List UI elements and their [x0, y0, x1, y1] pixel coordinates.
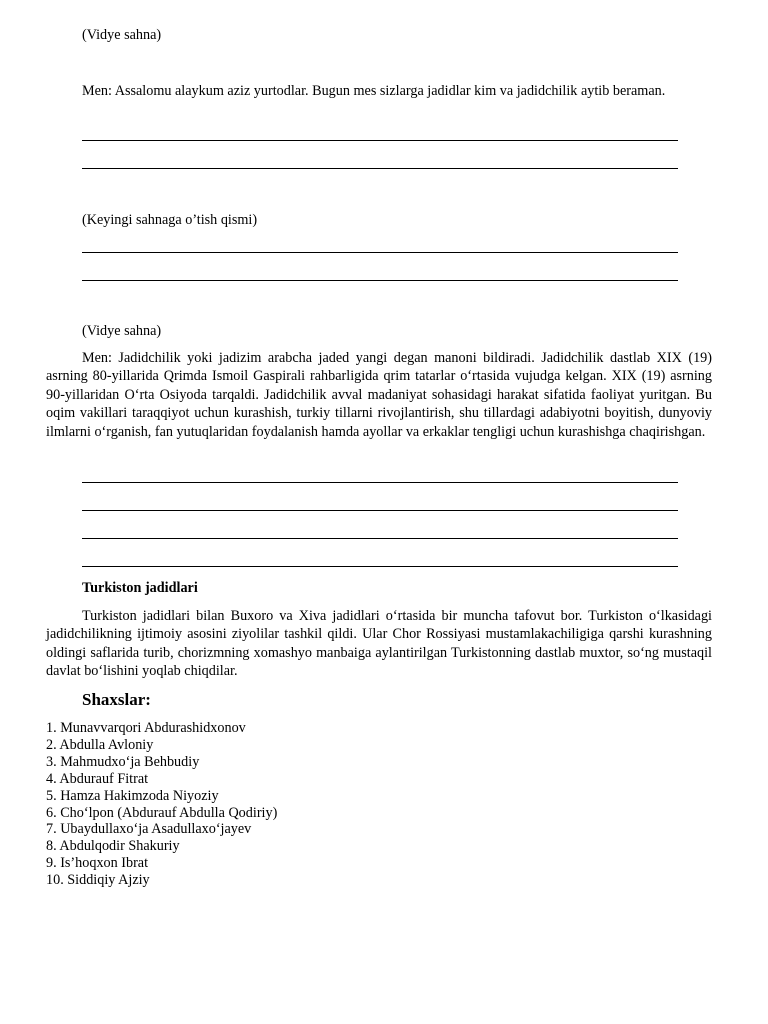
scene-2-speech: Men: Jadidchilik yoki jadizim arabcha jaded yangi degan manoni bildiradi. Jadidchilik dastlab XIX (19) asrning 80-yillarida Qrimda Ismoil Gaspirali rahbarligida qrim tatarlar o‘rtasida vujudga kelgan. XIX (19) asrning 90-yillaridan O‘rta Osiyoda tarqaldi. Jadidchilik avval madaniyat sohasidagi harakat sifatida faoliyat yuritgan. Bu oqim vakillari taraqqiyot uchun kurashish, turkiy tillarni rivojlantirish, shu tillardagi adabiyotni boyitish, dunyoviy ilmlarni o‘rganish, fan yutuqlaridan foydalanish hamda ayollar va erkaklar tengligi uchun kurashishga chaqirishgan. [46, 350, 712, 440]
list-item: 5. Hamza Hakimzoda Niyoziy [46, 787, 219, 804]
list-item: 6. Cho‘lpon (Abdurauf Abdulla Qodiriy) [46, 804, 278, 821]
list-item: 3. Mahmudxo‘ja Behbudiy [46, 753, 200, 770]
blank-line [82, 482, 678, 483]
scene-2-label: (Vidye sahna) [82, 323, 162, 339]
section-title: Turkiston jadidlari [82, 580, 198, 596]
section-body: Turkiston jadidlari bilan Buxoro va Xiva jadidlari o‘rtasida bir muncha tafovut bor. Turkiston o‘lkasidagi jadidchilikning ijtimoiy asosini ziyolilar tashkil qildi. Ular Chor Rossiyasi mustamlakachiligiga qarshi kurashning oldingi saflarida turib, chorizmning xomashyo manbaiga aylantirilgan Turkistonning dastlab muxtor, so‘ng mustaqil davlat bo‘lishini yoqlab chiqdilar. [46, 608, 712, 680]
blank-line [82, 566, 678, 567]
persons-title: Shaxslar: [82, 690, 151, 709]
list-item: 10. Siddiqiy Ajziy [46, 872, 150, 889]
blank-line [82, 538, 678, 539]
list-item: 2. Abdulla Avloniy [46, 736, 154, 753]
persons-list [46, 720, 277, 889]
transition-label: (Keyingi sahnaga o’tish qismi) [82, 212, 258, 228]
blank-line [82, 252, 678, 253]
blank-line [82, 510, 678, 511]
list-item: 9. Is’hoqxon Ibrat [46, 855, 149, 872]
scene-1-label: (Vidye sahna) [82, 27, 162, 43]
blank-line [82, 280, 678, 281]
list-item: 1. Munavvarqori Abdurashidxonov [46, 720, 246, 736]
blank-line [82, 140, 678, 141]
list-item: 4. Abdurauf Fitrat [46, 770, 149, 787]
blank-line [82, 168, 678, 169]
list-item: 8. Abdulqodir Shakuriy [46, 838, 180, 855]
scene-1-speech: Men: Assalomu alaykum aziz yurtodlar. Bugun mes sizlarga jadidlar kim va jadidchilik aytib beraman. [82, 83, 666, 99]
list-item: 7. Ubaydullaxo‘ja Asadullaxo‘jayev [46, 821, 252, 838]
